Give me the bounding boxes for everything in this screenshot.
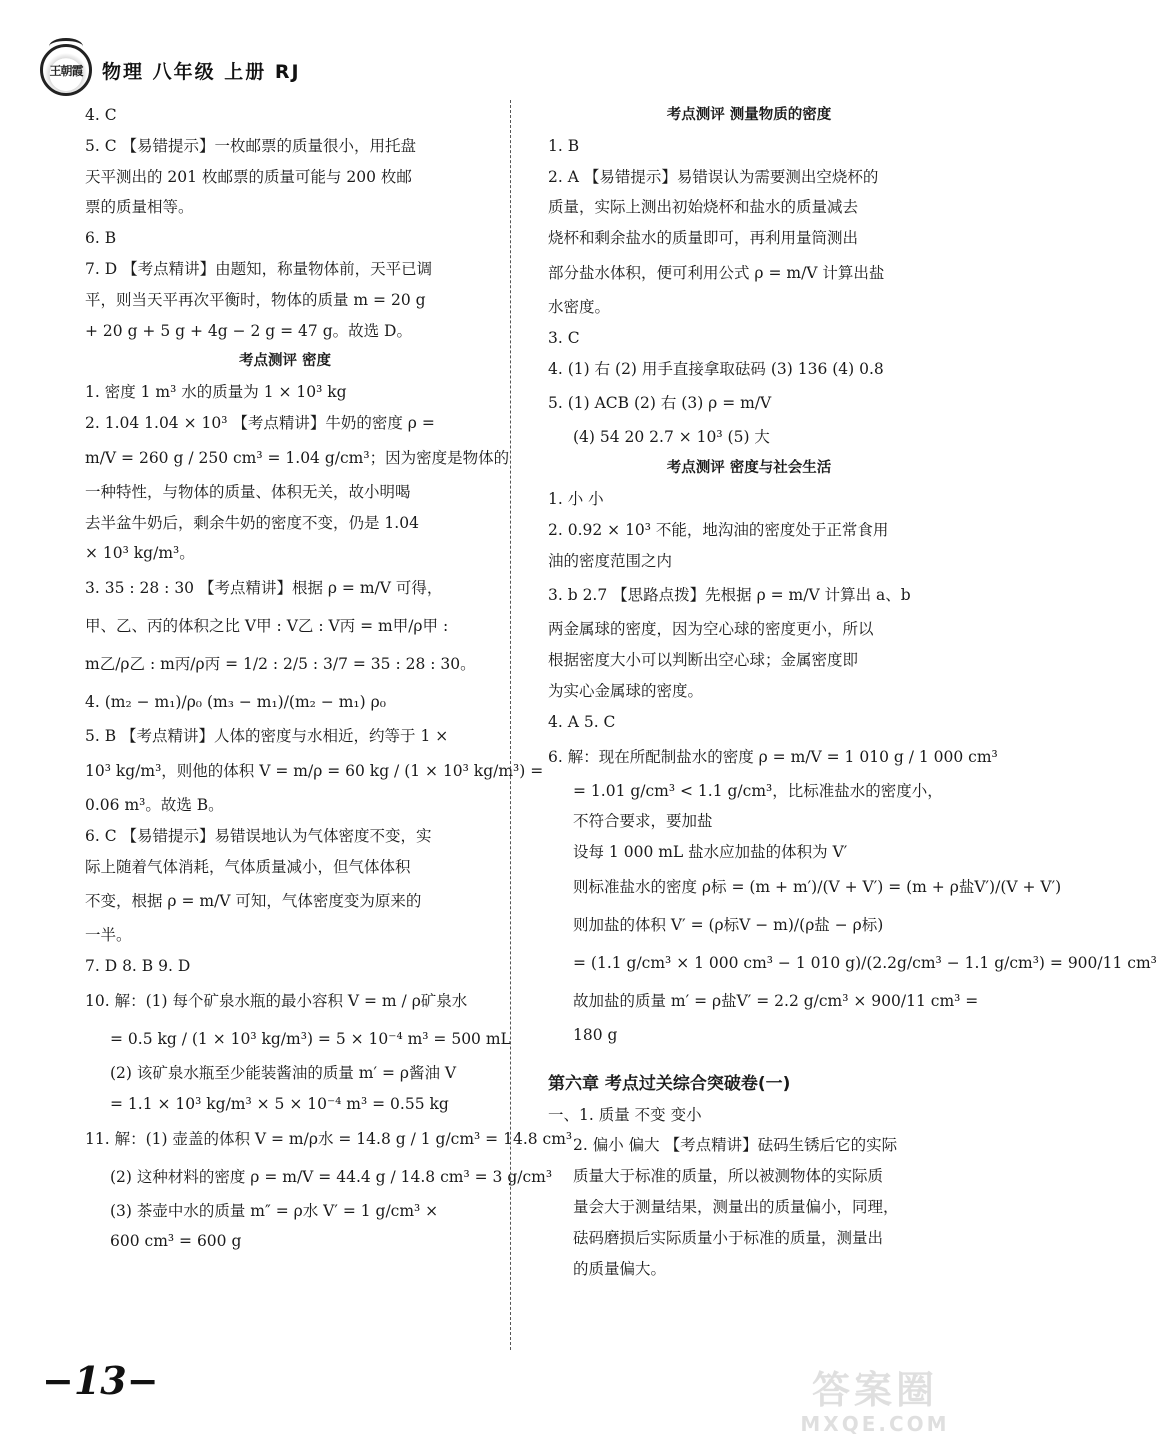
answer-line: 6. 解：现在所配制盐水的密度 ρ = m/V = 1 010 g / 1 000 cm³: [548, 747, 998, 766]
answer-line: 一半。: [85, 926, 132, 945]
answer-line: 180 g: [573, 1025, 618, 1044]
answer-line: + 20 g + 5 g + 4g − 2 g = 47 g。故选 D。: [85, 321, 412, 340]
page-header: [40, 44, 460, 96]
watermark-url: MXQE.COM: [800, 1412, 950, 1436]
answer-line: 2. 0.92 × 10³ 不能，地沟油的密度处于正常食用: [548, 520, 889, 539]
answer-line: 不变，根据 ρ = m/V 可知，气体密度变为原来的: [85, 892, 422, 911]
answer-line: 不符合要求，要加盐: [573, 812, 713, 831]
section-heading: 考点测评 密度: [238, 353, 332, 370]
answer-line: 10³ kg/m³，则他的体积 V = m/ρ = 60 kg / (1 × 10³ kg/m³) =: [85, 761, 544, 780]
answer-line: 7. D 【考点精讲】由题知，称量物体前，天平已调: [85, 259, 433, 278]
book-title: 物理 八年级 上册 RJ: [102, 60, 301, 83]
answer-line: 烧杯和剩余盐水的质量即可，再利用量筒测出: [548, 229, 859, 248]
answer-line: 2. A 【易错提示】易错误认为需要测出空烧杯的: [548, 167, 879, 186]
answer-line: 5. (1) ACB (2) 右 (3) ρ = m/V: [548, 394, 772, 413]
answer-line: 600 cm³ = 600 g: [110, 1232, 242, 1251]
answer-line: 油的密度范围之内: [548, 551, 673, 570]
answer-line: 5. B 【考点精讲】人体的密度与水相近，约等于 1 ×: [85, 727, 449, 746]
answer-line: 水密度。: [548, 297, 611, 316]
answer-line: (2) 这种材料的密度 ρ = m/V = 44.4 g / 14.8 cm³ = 3 g/cm³: [110, 1167, 553, 1186]
answer-line: 5. C 【易错提示】一枚邮票的质量很小，用托盘: [85, 136, 417, 155]
answer-line: 去半盆牛奶后，剩余牛奶的密度不变，仍是 1.04: [85, 513, 419, 532]
answer-line: = 1.1 × 10³ kg/m³ × 5 × 10⁻⁴ m³ = 0.55 kg: [110, 1094, 449, 1113]
answer-line: 4. C: [85, 106, 117, 124]
answer-line: = 1.01 g/cm³ < 1.1 g/cm³，比标准盐水的密度小，: [573, 781, 943, 800]
answer-line: 部分盐水体积，便可利用公式 ρ = m/V 计算出盐: [548, 263, 885, 282]
answer-line: 一、1. 质量 不变 变小: [548, 1105, 702, 1124]
answer-line: 11. 解：(1) 壶盖的体积 V = m/ρ水 = 14.8 g / 1 g/cm³ = 14.8 cm³: [85, 1129, 573, 1148]
right-column: [548, 100, 1157, 1284]
answer-line: 1. 小 小: [548, 489, 604, 508]
section-heading: 考点测评 密度与社会生活: [666, 460, 832, 477]
answer-line: 则加盐的体积 V′ = (ρ标V − m)/(ρ盐 − ρ标): [573, 915, 884, 934]
answer-line: m乙/ρ乙 : m丙/ρ丙 = 1/2 : 2/5 : 3/7 = 35 : 28 : 30。: [85, 655, 476, 674]
answer-line: = 0.5 kg / (1 × 10³ kg/m³) = 5 × 10⁻⁴ m³ = 500 mL: [110, 1029, 511, 1048]
watermark: [770, 1368, 980, 1438]
answer-line: 两金属球的密度，因为空心球的密度更小，所以: [548, 620, 874, 639]
answer-line: × 10³ kg/m³。: [85, 544, 195, 563]
answer-line: (3) 茶壶中水的质量 m″ = ρ水 V′ = 1 g/cm³ ×: [110, 1201, 439, 1220]
answer-line: 的质量偏大。: [573, 1259, 667, 1278]
answer-line: 4. (m₂ − m₁)/ρ₀ (m₃ − m₁)/(m₂ − m₁) ρ₀: [85, 693, 386, 712]
answer-line: 质量，实际上测出初始烧杯和盐水的质量减去: [548, 198, 859, 217]
answer-line: 4. A 5. C: [548, 712, 616, 731]
answer-line: 一种特性，与物体的质量、体积无关，故小明喝: [85, 482, 411, 501]
answer-line: 6. C 【易错提示】易错误地认为气体密度不变，实: [85, 826, 432, 845]
watermark-text: 答案圈: [811, 1368, 938, 1412]
answer-line: 天平测出的 201 枚邮票的质量可能与 200 枚邮: [85, 167, 412, 186]
answer-line: 根据密度大小可以判断出空心球；金属密度即: [548, 651, 859, 670]
answer-line: 量会大于测量结果，测量出的质量偏小，同理，: [573, 1197, 899, 1216]
answer-line: 设每 1 000 mL 盐水应加盐的体积为 V′: [573, 843, 848, 862]
brand-logo: [40, 44, 92, 96]
section-heading: 第六章 考点过关综合突破卷(一): [548, 1073, 791, 1094]
answer-line: = (1.1 g/cm³ × 1 000 cm³ − 1 010 g)/(2.2g/cm³ − 1.1 g/cm³) = 900/11 cm³: [573, 953, 1157, 972]
answer-line: 际上随着气体消耗，气体质量减小，但气体体积: [85, 857, 411, 876]
answer-line: 平，则当天平再次平衡时，物体的质量 m = 20 g: [85, 290, 426, 309]
answer-line: 1. 密度 1 m³ 水的质量为 1 × 10³ kg: [85, 383, 347, 402]
answer-line: 质量大于标准的质量，所以被测物体的实际质: [573, 1167, 884, 1186]
answer-line: m/V = 260 g / 250 cm³ = 1.04 g/cm³；因为密度是物体的: [85, 448, 510, 467]
answer-line: (2) 该矿泉水瓶至少能装酱油的质量 m′ = ρ酱油 V: [110, 1063, 457, 1082]
answer-line: 票的质量相等。: [85, 198, 194, 217]
answer-line: 砝码磨损后实际质量小于标准的质量，测量出: [573, 1228, 884, 1247]
answer-line: (4) 54 20 2.7 × 10³ (5) 大: [573, 428, 770, 447]
answer-line: 4. (1) 右 (2) 用手直接拿取砝码 (3) 136 (4) 0.8: [548, 359, 884, 378]
answer-line: 故加盐的质量 m′ = ρ盐V′ = 2.2 g/cm³ × 900/11 cm³ =: [573, 991, 979, 1010]
answer-line: 3. 35 : 28 : 30 【考点精讲】根据 ρ = m/V 可得，: [85, 579, 443, 598]
answer-line: 2. 1.04 1.04 × 10³ 【考点精讲】牛奶的密度 ρ =: [85, 413, 435, 432]
section-heading: 考点测评 测量物质的密度: [666, 107, 832, 123]
logo-text: 王朝霞: [49, 64, 83, 78]
answer-line: 0.06 m³。故选 B。: [85, 795, 224, 814]
answer-line: 1. B: [548, 136, 580, 155]
column-divider: [510, 100, 511, 1350]
answer-line: 3. C: [548, 328, 580, 347]
answer-line: 2. 偏小 偏大 【考点精讲】砝码生锈后它的实际: [573, 1136, 898, 1155]
answer-line: 则标准盐水的密度 ρ标 = (m + m′)/(V + V′) = (m + ρ盐V′)/(V + V′): [573, 877, 1062, 896]
answer-line: 为实心金属球的密度。: [548, 681, 704, 700]
answer-line: 6. B: [85, 229, 117, 248]
answer-line: 7. D 8. B 9. D: [85, 957, 191, 976]
answer-line: 10. 解：(1) 每个矿泉水瓶的最小容积 V = m / ρ矿泉水: [85, 991, 468, 1010]
answer-line: 3. b 2.7 【思路点拨】先根据 ρ = m/V 计算出 a、b: [548, 586, 911, 605]
page-number: −13−: [42, 1358, 159, 1403]
answer-line: 甲、乙、丙的体积之比 V甲 : V乙 : V丙 = m甲/ρ甲 :: [85, 617, 449, 636]
